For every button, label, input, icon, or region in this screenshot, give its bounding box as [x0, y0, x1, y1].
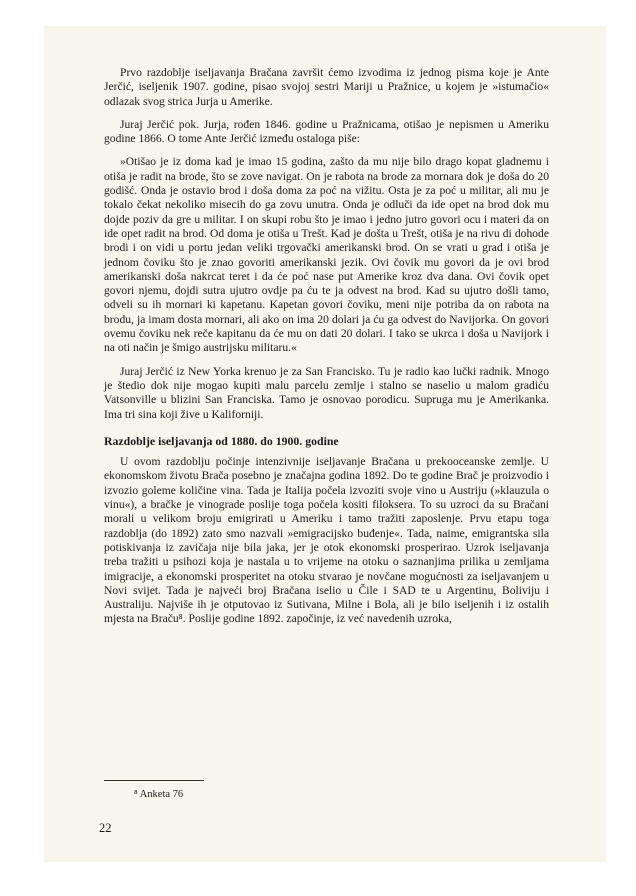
- page-body: [104, 66, 549, 636]
- paragraph-intro: Prvo razdoblje iseljavanja Bračana završit ćemo izvodima iz jednog pisma koje je Ante Jerčić, iseljenik 1907. godine, pisao svojoj sestri Mariji u Pražnice, u kojem je »istumačio« odlazak svog strica Jurja u Amerike.: [104, 66, 549, 108]
- footnote-divider: [104, 780, 204, 781]
- paragraph-juraj: Juraj Jerčić pok. Jurja, rođen 1846. godine u Pražnicama, otišao je nepismen u Ameriku godine 1866. O tome Ante Jerčić između ostaloga piše:: [104, 117, 549, 146]
- book-page: [44, 26, 606, 862]
- section-heading: Razdoblje iseljavanja od 1880. do 1900. godine: [104, 433, 339, 448]
- paragraph-letter-quote: »Otišao je iz doma kad je imao 15 godina, zašto da mu nije bilo drago kopat gladnemu i otiša je radit na brode, što se zove navigat. On je rabota na brode za mornara dok je doša do 20 godišć. Onda je ostavio brod i doša doma za poć na vižitu. Osta je za poć u militar, ali mu je tokalo čekat nekoliko misecih do ga zovu unutra. Onda je odluči da ide opet na brod dok mu dojde poziv da gre u militar. I on skupi robu što je imao i jedno jutro govori ocu i materi da on ide opet radit na brod. Od doma je otiša u Trešt. Kad je došta u Trešt, otiša je na rivu di dohode brodi i on vidi u portu jedan veliki trgovački amerikanski brod. On se vrati u grad i otiša je jednom čoviku što je znao govoriti amerikanski jezik. Ovi čovik mu govori da je ovi brod amerikanski doša nakrcat teret i da će poć nase put Amerike kroz dva dana. Ovi čovik opet govori njemu, dojdi sutra ujutro ovdje pa ću te ja odvest na brod. Kad su ujutro došli tamo, odveli su ih mornari ki kapetanu. Kapetan govori čoviku, meni nije potriba da on rabota na brodu, ja imam dosta mornari, ali ako on ima 20 dolari ja ću ga odvest do Navijorka. On govori ovemu čoviku nek reče kapitanu da će mu on dati 20 dolari. I tako se ukrca i doša u Navijork i na oti način je šmigo austrijsku militaru.«: [104, 155, 549, 355]
- footnote: ⁸ Anketa 76: [134, 789, 184, 800]
- page-number: 22: [99, 821, 112, 835]
- paragraph-section: U ovom razdoblju počinje intenzivnije iseljavanje Bračana u prekooceanske zemlje. U ekonomskom životu Brača posebno je značajna godina 1892. Do te godine Brač je proizvodio i izvozio goleme količine vina. Tada je Italija počela izvoziti svoje vino u Austriju (»klauzula o vinu«), a bračke je vinograde poslije toga počela kositi filoksera. To su uzroci da su Bračani morali u velikom broju emigrirati u Ameriku i tamo tražiti zaposlenje. Prvu etapu toga razdoblja (do 1892) zato smo nazvali »emigracijsko buđenje«. Tada, naime, emigrantska sila potiskivanja iz zavičaja nije bila jaka, jer je otok ekonomski prosperirao. Uzrok iseljavanja treba tražiti u psihozi koja je nastala u to vrijeme na otoku o saznanjima prilika u zemljama imigracije, a ekonomski prosperitet na otoku stvarao je novčane mogućnosti za iseljavanjem u Novi svijet. Tada je najveći broj Bračana iselio u Čile i SAD te u Argentinu, Boliviju i Australiju. Najviše ih je otputovao iz Sutivana, Milne i Bola, ali je bilo iseljenih i iz ostalih mjesta na Braču⁸. Poslije godine 1892. započinje, iz već navedenih uzroka,: [104, 455, 549, 626]
- paragraph-new-york: Juraj Jerčić iz New Yorka krenuo je za San Francisko. Tu je radio kao lučki radnik. Mnogo je štedio dok nije mogao kupiti malu parcelu zemlje i stalno se naselio u malom gradiću Vatsonville u blizini San Franciska. Tamo je osnovao porodicu. Supruga mu je Amerikanka. Ima tri sina koji žive u Kaliforniji.: [104, 364, 549, 421]
